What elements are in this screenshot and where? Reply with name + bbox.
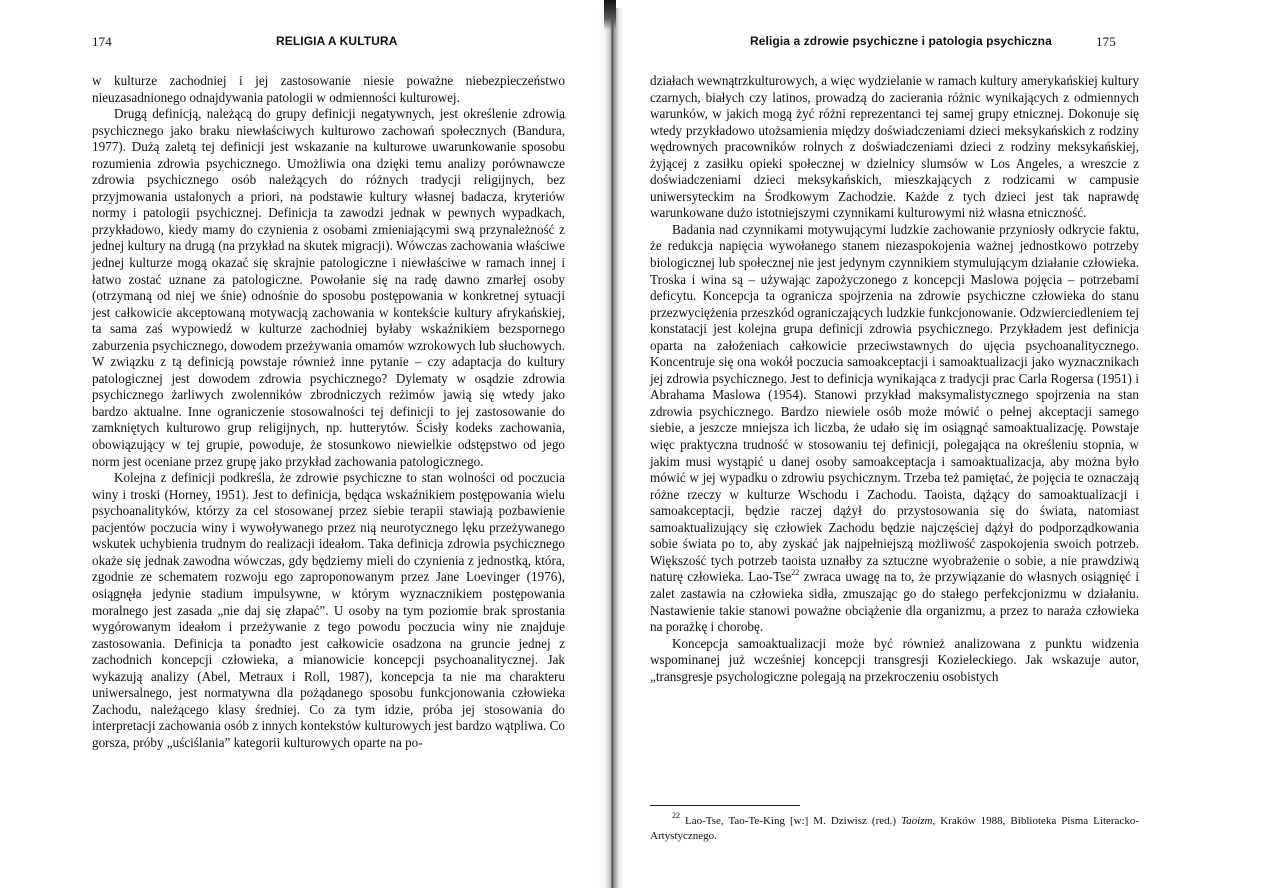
paragraph: działach wewnątrzkulturowych, a więc wydzielanie w ramach kultury amerykańskiej kultury czarnych, białych czy latinos, prowadzą do zacierania różnic wynikających z odmiennych warunków, w jakich mogą żyć różni reprezentanci tej samej grupy etnicznej. Dokonuje się wtedy przykładowo utożsamienia między doświadczeniami dzieci meksykańskich z rodziny wędrownych pracowników rolnych z doświadczeniami dzieci z rodziny meksykańskiej, żyjącej z zasiłku opieki społecznej w dzielnicy slumsów w Los Angeles, a wreszcie z doświadczeniami dzieci meksykańskich, mieszkających z rodzicami w campusie uniwersyteckim na Środkowym Zachodzie. Każde z tych dzieci jest tak naprawdę warunkowane dużo istotniejszymi czynnikami kulturowymi niż własna etniczność. (650, 73, 1139, 221)
paragraph: Koncepcja samoaktualizacji może być również analizowana z punktu widzenia wspominanej już wcześniej koncepcji transgresji Kozieleckiego. Jak wskazuje autor, „transgresje psychologiczne polegają na przekroczeniu osobistych (650, 635, 1139, 684)
page-number-right: 175 (1096, 34, 1116, 49)
paragraph-text-continued: zwraca uwagę na to, że przywiązanie do własnych osiągnięć i zalet zastawia na człowieka sidła, zmuszając go do stałego perfekcjonizmu w działaniu. Nastawienie takie stanowi poważne obciążenie dla organizmu, a przez to naraża człowieka na porażkę i chorobę. (650, 569, 1139, 635)
footnote-title: Taoizm (901, 815, 933, 827)
footnote-reference[interactable]: 22 (791, 568, 800, 578)
paragraph: w kulturze zachodniej i jej zastosowanie niesie poważne niebezpieczeństwo nieuzasadnionego odnajdywania patologii w odmienności kulturowej. (92, 73, 565, 105)
right-page (628, 0, 1263, 893)
footnote (650, 811, 1139, 843)
running-head-right: Religia a zdrowie psychiczne i patologia psychiczna (750, 34, 1052, 48)
left-body-text (92, 73, 565, 751)
footnote-text: Lao-Tse, Tao-Te-King [w:] M. Dziwisz (red.) (680, 815, 902, 827)
footnote-separator (650, 805, 800, 806)
paragraph (650, 222, 1139, 636)
left-page (0, 0, 600, 893)
running-head-left: RELIGIA A KULTURA (276, 34, 398, 48)
paragraph-text: Badania nad czynnikami motywującymi ludzkie zachowanie przyniosły odkrycie faktu, że redukcja napięcia wywołanego stanem niezaspokojenia ważnej jednostkowo potrzeby biologicznej lub społecznej nie jest jedynym czynnikiem stymulującym działanie człowieka. Troska i wina są – używając zapożyczonego z koncepcji Maslowa pojęcia – potrzebami deficytu. Koncepcja ta ogranicza spojrzenia na zdrowie psychiczne człowieka do stanu przezwyciężenia przeszkód ograniczających ludzkie funkcjonowanie. Odzwierciedleniem tej konstatacji jest kolejna grupa definicji zdrowia psychicznego. Przykładem jest definicja oparta na założeniach całkowicie przeciwstawnych do ujęcia psychoanalitycznego. Koncentruje się ona wokół poczucia samoakceptacji i samoaktualizacji jako wyznacznikach jej zdrowia psychicznego. Jest to definicja wynikająca z tradycji prac Carla Rogersa (1951) i Abrahama Maslowa (1954). Stanowi przykład maksymalistycznego spojrzenia na stan zdrowia psychicznego. Bardzo niewiele osób może mówić o pełnej akceptacji samego siebie, a jeszcze mniejsza ich liczba, że udało się im osiągnąć samoaktualizację. Powstaje więc praktyczna trudność w stosowaniu tej definicji, polegająca na określeniu stopnia, w jakim musi wystąpić u danej osoby samoakceptacja i samoaktualizacja, aby można było mówić w jej wypadku o zdrowiu psychicznym. Trzeba też pamiętać, że pojęcia te oznaczają różne rzeczy w kulturze Wschodu i Zachodu. Taoista, dążący do samoaktualizacji i samoakceptacji, będzie raczej dążył do przystosowania się do świata, natomiast samoaktualizujący się człowiek Zachodu będzie najczęściej dążył do podporządkowania sobie świata po to, aby zyskać jak najpełniejszą możliwość zaspokojenia swoich potrzeb. Większość tych potrzeb taoista uznałby za sztuczne wyobrażenie o sobie, a nie prawdziwą naturę człowieka. Lao-Tse (650, 221, 1139, 585)
book-gutter (598, 8, 624, 888)
footnote-marker: 22 (672, 811, 680, 820)
gutter-shadow (604, 0, 616, 30)
page-number-left: 174 (92, 34, 112, 49)
paragraph: Drugą definicją, należącą do grupy definicji negatywnych, jest określenie zdrowia psychicznego jako braku niewłaściwych kulturowo zachowań społecznych (Bandura, 1977). Dużą zaletą tej definicji jest wskazanie na kulturowe uwarunkowanie sposobu rozumienia zdrowia psychicznego. Umożliwia ona dzięki temu analizy porównawcze zdrowia psychicznego osób należących do różnych tradycji religijnych, bez przyjmowania ustalonych a priori, na podstawie kultury własnej badacza, kryteriów normy i patologii psychicznej. Definicja ta zawodzi jednak w pewnych wypadkach, przykładowo, kiedy mamy do czynienia z osobami zmieniającymi swą przynależność z jednej kultury na drugą (na przykład na skutek migracji). Wówczas zachowania właściwe jednej kulturze mogą okazać się skrajnie patologiczne i niewłaściwe w ramach innej i łatwo zostać uznane za patologiczne. Powołanie się na radę dawno zmarłej osoby (otrzymaną od niej we śnie) odnośnie do sposobu postępowania w konkretnej sytuacji jest całkowicie akceptowaną motywacją zachowania w kontekście kultury afrykańskiej, ta sama zaś wypowiedź w kulturze zachodniej byłaby wskaźnikiem bezspornego zaburzenia psychicznego, dowodem przeżywania omamów wzrokowych lub słuchowych. W związku z tą definicją powstaje również inne pytanie – czy adaptacja do kultury patologicznej jest dowodem zdrowia psychicznego? Dylematy w osądzie zdrowia psychicznego żarliwych zwolenników zbrodniczych reżimów jawią się wtedy jako bardzo aktualne. Inne ograniczenie stosowalności tej definicji to jej zastosowanie do zamkniętych kulturowo grup religijnych, np. hutterytów. Ścisły kodeks zachowania, obowiązujący w tej grupie, powoduje, że stosunkowo niewielkie odstępstwo od jego norm jest oceniane przez grupę jako przykład zachowania patologicznego. (92, 106, 565, 469)
paragraph: Kolejna z definicji podkreśla, że zdrowie psychiczne to stan wolności od poczucia winy i troski (Horney, 1951). Jest to definicja, będąca wskaźnikiem postępowania wielu psychoanalityków, którzy za cel stosowanej przez siebie terapii stawiają pozbawienie pacjentów poczucia winy i wywoływanego przez nią neurotycznego lęku przeżywanego wskutek uchybienia trudnym do realizacji ideałom. Taka definicja zdrowia psychicznego okaże się jednak zawodna wówczas, gdy będziemy mieli do czynienia z jednostką, która, zgodnie ze schematem rozwoju ego zaproponowanym przez Jane Loevinger (1976), osiągnęła jedynie stadium impulsywne, w którym wyznacznikiem postępowania moralnego jest zasada „nie daj się złapać”. U osoby na tym poziomie brak sprostania wygórowanym ideałom i przeżywanie z tego powodu poczucia winy nie znajduje zastosowania. Definicja ta ponadto jest całkowicie osadzona na gruncie jednej z zachodnich koncepcji człowieka, a mianowicie koncepcji psychoanalitycznej. Jak wykazują analizy (Abel, Metraux i Roll, 1987), koncepcja ta nie ma charakteru uniwersalnego, jest normatywna dla pożądanego sposobu funkcjonowania człowieka Zachodu, należącego klasy średniej. Co za tym idzie, próba jej stosowania do interpretacji zachowania osób z innych kontekstów kulturowych jest bardzo wątpliwa. Co gorsza, próby „uściślania” kategorii kulturowych oparte na po- (92, 470, 565, 750)
footnote-text-end: , Kraków 1988, Biblioteka Pisma Literacko-Artystycznego. (650, 815, 1139, 842)
right-body-text (650, 73, 1139, 685)
